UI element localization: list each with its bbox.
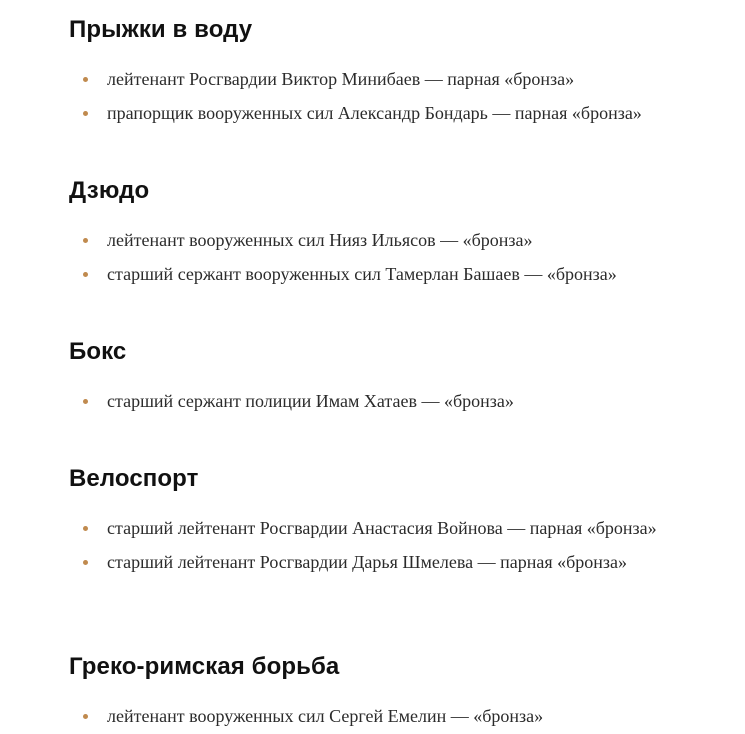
medalist-list [69,702,729,730]
section-judo [69,176,729,288]
bullet-dot-icon [83,399,88,404]
bullet-dot-icon [83,111,88,116]
list-item [69,387,729,415]
section-heading: Бокс [69,338,127,365]
list-item [69,65,729,93]
list-item [69,99,729,127]
list-item [69,260,729,288]
section-heading: Велоспорт [69,465,199,492]
list-item [69,514,729,542]
medalist-list [69,387,729,415]
section-greco-roman-wrestling [69,652,729,730]
bullet-dot-icon [83,77,88,82]
section-boxing [69,337,729,415]
list-item [69,702,729,730]
list-item-text: лейтенант вооруженных сил Сергей Емелин — «бронза» [107,706,544,726]
list-item-text: прапорщик вооруженных сил Александр Бондарь — парная «бронза» [107,103,642,123]
section-heading: Греко-римская борьба [69,653,340,680]
medalist-list [69,65,729,127]
bullet-dot-icon [83,272,88,277]
section-heading: Дзюдо [69,177,150,204]
section-heading: Прыжки в воду [69,16,253,43]
bullet-dot-icon [83,526,88,531]
list-item [69,226,729,254]
bullet-dot-icon [83,714,88,719]
list-item-text: старший лейтенант Росгвардии Анастасия Войнова — парная «бронза» [107,518,657,538]
section-diving [69,15,729,127]
medalist-list [69,226,729,288]
medalist-list [69,514,729,576]
list-item-text: старший сержант вооруженных сил Тамерлан Башаев — «бронза» [107,264,617,284]
list-item-text: старший лейтенант Росгвардии Дарья Шмелева — парная «бронза» [107,552,628,572]
list-item-text: лейтенант вооруженных сил Нияз Ильясов — «бронза» [107,230,533,250]
bullet-dot-icon [83,238,88,243]
bullet-dot-icon [83,560,88,565]
section-cycling [69,464,729,576]
list-item-text: лейтенант Росгвардии Виктор Минибаев — парная «бронза» [107,69,575,89]
list-item-text: старший сержант полиции Имам Хатаев — «бронза» [107,391,514,411]
list-item [69,548,729,576]
